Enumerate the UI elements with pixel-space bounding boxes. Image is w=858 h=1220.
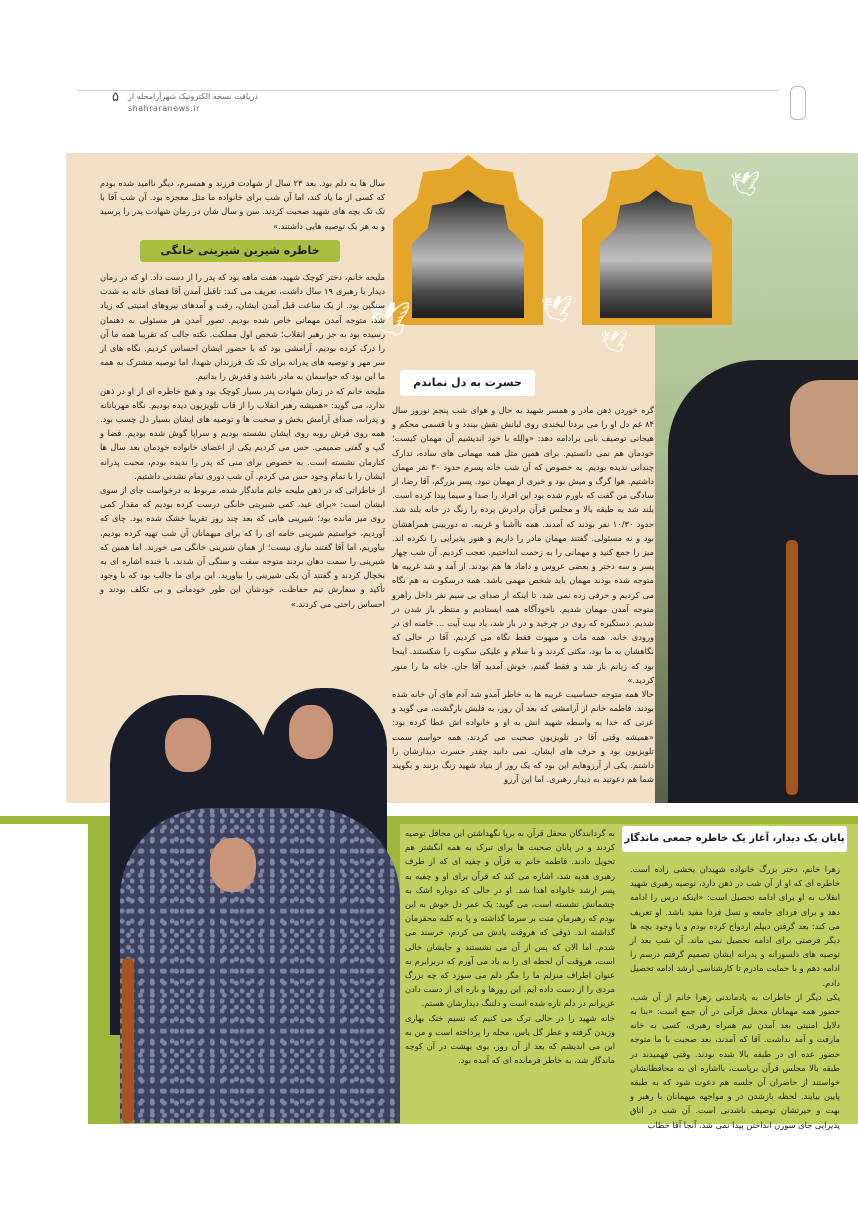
dove-icon: 🕊 [540, 295, 574, 325]
dove-icon: 🕊 [730, 170, 761, 198]
legacy-text: زهرا خانم، دختر بزرگ خانواده شهیدان بخشی زاده است. خاطره ای که او از آن شب در ذهن دارد، توصیه رهبری شهید انقلاب به او برای ادامه تحصیل است: «اینکه درس را ادامه دهد و برای فردای جامعه و نسل فردا مفید باشد. او تعریف می کند: بعد گرفتن دیپلم ازدواج کرده بودم و با وجود بچه ها دیگر فرصتی برای ادامه تحصیل نمی ماند. آن شب بعد از توصیه های دلسوزانه و پدرانه ایشان تصمیم گرفتم درسم را ادامه دهم و با حمایت مادرم تا کارشناسی ارشد ادامه تحصیل دادم. یکی دیگر از خاطرات به یادماندنی زهرا خانم از آن شب، حضور همه مهمانان محفل قرآنی در آن جمع است: «بنا به دلایل امنیتی بعد آمدن تیم همراه رهبری، کسی به خانه مارفت و آمد نداشت. آقا که آمدند، بعد صحبت با ما متوجه حضور عده ای در طبقه بالا شده بودند. وقتی فهمیدند در طبقه بالا مجلس قرآن برپاست، بااشاره ای به محافظانشان خواستند از حاضران آن جلسه هم دعوت شود که به طبقه پایین بیایند. لحظه بازشدن در و مواجهه میهمانان با رهبر و بهت و حیرتشان توصیف ناشدنی است. آن شب در اتاق پذیرایی جای سوزن انداختن پیدا نمی شد. آنجا آقا خطاب [630, 864, 840, 1130]
header-site-link[interactable]: shahraranews.ir [128, 104, 200, 113]
regret-text: گره خوردن ذهن مادر و همسر شهید به حال و هوای شب پنجم نوروز سال ۸۴ غم دل او را می بردتا لبخندی روی لبانش نقش ببندد و با قسمی محکم و هیجانی توصیف نابی برادامه دهد: «والله با خود اندیشیم آن مهمان کیست؛ خودمان هم نمی دانستیم. برای همین مثل همه مهمانی های ساده، تدارک چندانی ندیده بودیم. به خصوص که آن شب خانه پسرم حدود ۳۰ نفر مهمان داشتیم. هوا گرگ و میش بود و خبری از مهمان نبود. پسر بزرگم، آقا رضا، از سادگی من گفت که باورم شده بود این افراد را صدا و سیما پیدا کرده است. بلند شد به طبقه بالا و مجلس قرآن برادرش پرده را زنگ در خانه بلند شد. حدود ۱۰/۳۰ نفر بودند که آمدند. همه ناآشنا و غریبه. نه دوربینی همراهشان بود و نه مسئولی. گفتند مهمان مادر را داریم و هنوز پذیرایی را نکرده اند. میز را جمع کنید و مهمانی را به زحمت انداختیم. تعجب کردیم. آن شب چهار پسر و سه دختر و بعضی عروس و داماد ها هم بودند. از آمد و شد غریبه ها متوجه شده بودند مهمان باید شخص مهمی باشد. همه درسکوت به هم نگاه می کردیم و حرفی زده نمی شد. تا اینکه از صدای بی سیم نفر داخل راهرو متوجه آمدن مهمان شدیم. ناخودآگاه همه ایستادیم و منتظر باز شدن در شدیم. دستگیره که روی در چرخید و در باز شد، یاد بیت آیت ... خامنه ای در ورودی خانه. همه مات و مبهوت فقط نگاه می کردیم. آقا در حالی که نگاهشان به ما بود، مکثی کردند و با سلام و علیکی سکوت را شکستند. اینجا بود که زبانم باز شد و فقط گفتم، خوش آمدید آقا جان. خانه ما را منور کردید.» حالا همه متوجه حساسیت غریبه ها به خاطر آمدو شد آدم های آن خانه شده بودند. فاطمه خانم از آرامشی که بعد آن روز، به قلبش بازگشت، می گوید و عزتی که خدا به واسطه شهید انش به او و خانواده اش عطا کرده بود: «همیشه وقتی آقا در تلویزیون صحبت می کردند، همه حواسم سمت تلویزیون بود و حرف های ایشان. نمی دانید چقدر حسرت دیدارشان را داشتم. یکی از آرزوهایم این بود که یک روز از بنیاد شهید زنگ بزنند و بگویند شما هم دعوتید به دیدار رهبری. اما این آرزو [392, 405, 655, 785]
dove-icon: 🕊 [368, 300, 412, 340]
page-tab-marker [790, 86, 806, 120]
mother-face [210, 838, 256, 892]
page-number: ۵ [112, 90, 119, 105]
elder-woman-face [790, 380, 858, 475]
wooden-cane [786, 540, 798, 795]
wooden-cane-left [122, 958, 134, 1123]
section-title-sweet: خاطره شیرین شیرینی خانگی [140, 240, 340, 262]
header-rule [78, 90, 778, 91]
header-caption: دریافت نسخه الکترونیک شهرآرامحله از [128, 92, 258, 101]
intro-paragraph: سال ها به دلم بود. بعد ۲۳ سال از شهادت فرزند و همسرم، دیگر ناامید شده بودم که کسی از ما یاد کند، اما آن شب برای خانواده ما مثل معجزه بود. آن شب آقا با تک تک بچه های شهید صحبت کردند. سن و سال شان در زمان شهادت پدر را پرسید و به هر یک توصیه هایی داشتند.» [99, 178, 385, 231]
daughter-face-left [165, 718, 211, 772]
quran-gathering-text: به گردانندگان محفل قرآن به برپا نگهداشتن این محافل توصیه کردند و در پایان صحبت ها برای تبرک به همه انگشتر هم تحویل دادند. فاطمه خانم به قرآن و چفیه ای که از طرف رهبری هدیه شد، اشاره می کند که قرآن برای او و چفیه به پسر ارشد خانواده اهدا شد. او در حالی که دوباره اشک به چشمانش نشسته است، می گوید: یک عمر دل خوش به این بودم که رهبرمان منت بر سرما گذاشته و پا به کلبه محقرمان گذاشته اند. ذوقی که هروقت یادش می کردم، خرسند می شدم. اما الان که پس از آن می نشستند و جایشان خالی است، هروقت آن لحظه ای را به یاد می آورم که دربرابرم به عنوان اطراف منزلم ما را مگر دلم می سوزد که چه بزرگ مردی را از دست داده ایم. این روزها و باره ای از دست دادن عزیزانم در دلم تازه شده است و دلتنگ دیدارشان هستم. خانه شهید را در حالی ترک می کنیم که نسیم خنک بهاری وزیدن گرفته و عطر گل یاس، محله را پرداخته است و من به این می اندیشم که بعد از آن روز، بوی بهشت در آن کوچه ماندگار شد، به خاطر فرمانده ای که آمده بود. [405, 828, 615, 1066]
sweet-memory-text: ملیحه خانم، دختر کوچک شهید، هفت ماهه بود که پدر را از دست داد. او که در زمان دیدار با رهبری ۱۹ سال داشت، تعریف می کند: تاقبل آمدن آقا فضای خانه به شدت سنگین بود. از یک ساعت قبل آمدن ایشان، رفت و آمدهای نیروهای امنیتی که زیاد شد، متوجه آمدن مهمانی خاص شده بودیم. تصور آمدن هر مسئولی به ذهنمان رسیده بود به جز رهبر انقلاب؛ شخص اول مملکت. نکته جالب که تقریبا همه ما آن را درک کرده بودیم، آرامشی بود که با حضور ایشان احساس کردیم. نگاه های از سر مهر و توصیه های پدرانه برای تک تک فرزندان شهدا، اما توصیه مشترک به همه ما این بود که حواسمان به مادر باشد و قدرش را بدانیم. ملیحه خانم که در زمان شهادت پدر بسیار کوچک بود و هیچ خاطره ای از او در ذهن ندارد، می گوید: «همیشه رهبر انقلاب را از قاب تلویزیون دیده بودیم. نگاه مهربانانه و پدرانه، صدای آرامش بخش و صحبت ها و توصیه های ایشان بسیار دل چسب بود. همه روی فرش روبه روی ایشان نشسته بودیم و سراپا گوش شده بودیم. فضا و گپ و گفتی صمیمی. حس می کردیم یکی از اعضای خانواده خودمان بعد سال ها کنارمان نشسته است. به خصوص برای منی که پدر را ندیده بودم، محبت پدرانه ایشان را با تمام وجود حس می کردم. آن شب دوری تمام نشدنی داشتیم. از خاطراتی که در ذهن ملیحه خانم ماندگار شده، مربوط به درخواست چای از سوی ایشان است: «برای عید، کمی شیرینی خانگی درست کرده بودیم که مقدار کمی روی میز مانده بود؛ شیرینی هایی که بعد چند روز تقریبا خشک شده بود. چای که آوردیم، خواستیم شیرینی خامه ای را که برای میهمانان آن شب تهیه کرده بودیم، بیاوریم، اما آقا گفتند نیازی نیست؛ از همان شیرینی خانگی می خورند. اما همین که شیرینی را سمت دهان بردند متوجه سفت و سنگی آن شدند، با خنده اشاره ای به بخچال کردند و گفتند آن یکی شیرینی را بیاورید. این برای ما جالب بود که با وجود تأکید و سفارش تیم حفاظت، خودشان این طور خودمانی و بی تکلف بودند و احساس راحتی می کردند.» [100, 272, 385, 609]
mother-seated-photo [120, 808, 400, 1123]
section-title-legacy: پایان یک دیدار، آغاز یک خاطره جمعی ماندگار [622, 826, 847, 852]
daughter-face-right [289, 705, 333, 759]
section-title-regret: حسرت به دل نماندم [400, 370, 535, 396]
dove-icon: 🕊 [600, 330, 628, 355]
